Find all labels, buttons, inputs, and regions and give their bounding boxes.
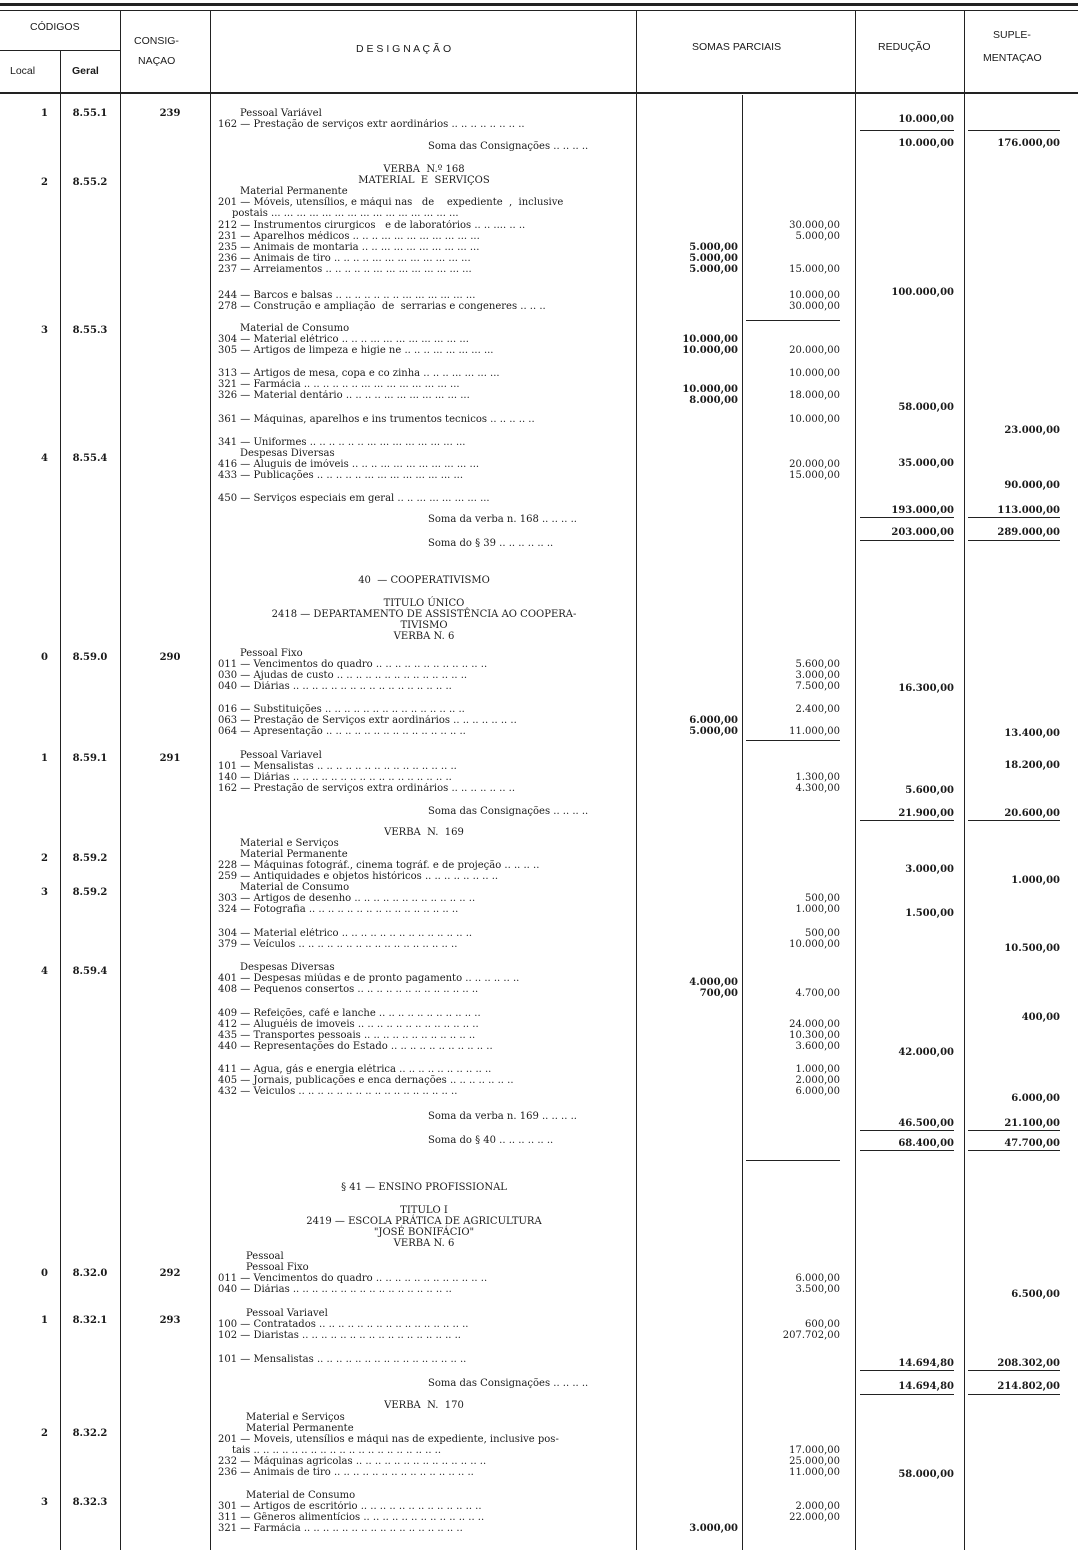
partial-sum-right: 18.000,00 [789,390,840,401]
designation-heading: MATERIAL E SERVIÇOS [358,175,490,186]
partial-sum-right: 2.400,00 [795,704,840,715]
designation-heading: TITULO I [400,1205,448,1216]
designation-line: Material e Serviços [240,838,339,849]
suplementacao-value: 20.600,00 [1004,808,1060,819]
designation-heading: 40 — COOPERATIVISMO [358,575,490,586]
designation-heading: 2419 — ESCOLA PRÁTICA DE AGRICULTURA [306,1216,542,1227]
designation-line: 416 — Aluguis de imóveis .. .. .. ... ... ... ... ... ... ... ... [218,459,480,470]
code-local: 1 [41,108,48,119]
col-rule-somas [855,10,856,1550]
code-local: 4 [41,453,48,464]
designation-line: Material Permanente [240,186,348,197]
designation-line: 237 — Arreiamentos .. .. .. .. .. ... ... ... ... ... ... ... ... [218,264,472,275]
suplementacao-value: 113.000,00 [997,505,1060,516]
partial-sum-right: 5.000,00 [795,231,840,242]
designation-line: Despesas Diversas [240,448,335,459]
partial-sum-right: 4.300,00 [795,783,840,794]
designation-line: Pessoal Variavel [240,750,322,761]
subtotal-rule [746,320,840,321]
reducao-value: 1.500,00 [905,908,954,919]
code-consignacao: 292 [159,1268,181,1279]
partial-sum-right: 15.000,00 [789,264,840,275]
partial-sum-right: 500,00 [805,928,840,939]
designation-line: 304 — Material elétrico .. .. .. ... ... ... ... ... ... ... ... [218,334,469,345]
designation-line: 278 — Construção e ampliação de serrarias e congeneres .. .. .. [218,301,546,312]
partial-sum-left: 8.000,00 [689,395,738,406]
designation-line: 405 — Jornais, publicações e enca dernações .. .. .. .. .. .. .. [218,1075,514,1086]
code-geral: 8.32.3 [72,1497,108,1508]
partial-sum-right: 11.000,00 [789,726,840,737]
designation-line: 236 — Animais de tiro .. .. .. .. .. .. .. .. .. .. .. .. .. .. .. [218,1467,474,1478]
designation-line: Soma do § 39 .. .. .. .. .. .. [428,538,554,549]
designation-line: 102 — Diaristas .. .. .. .. .. .. .. .. .. .. .. .. .. .. .. .. .. [218,1330,461,1341]
header-designacao: D E S I G N A Ç Ã O [356,43,452,55]
partial-sum-left: 5.000,00 [689,726,738,737]
designation-line: Pessoal [246,1251,284,1262]
designation-line: 140 — Diárias .. .. .. .. .. .. .. .. .. .. .. .. .. .. .. .. .. [218,772,452,783]
partial-sum-right: 10.300,00 [789,1030,840,1041]
suplementacao-value: 10.500,00 [1004,943,1060,954]
subtotal-rule [968,130,1060,131]
partial-sum-left: 5.000,00 [689,253,738,264]
partial-sum-left: 6.000,00 [689,715,738,726]
partial-sum-left: 10.000,00 [682,345,738,356]
header-bottom-rule [0,92,1078,94]
subtotal-rule [968,1130,1060,1131]
code-geral: 8.32.0 [72,1268,108,1279]
code-local: 2 [41,853,48,864]
partial-sum-right: 6.000,00 [795,1273,840,1284]
partial-sum-right: 30.000,00 [789,220,840,231]
designation-line: 236 — Animais de tiro .. .. .. .. ... ... ... ... ... ... ... ... [218,253,471,264]
subtotal-rule [860,820,954,821]
partial-sum-left: 10.000,00 [682,384,738,395]
code-local: 4 [41,966,48,977]
suplementacao-value: 13.400,00 [1004,728,1060,739]
designation-line: 341 — Uniformes .. .. .. .. .. .. ... ... ... ... ... ... ... ... [218,437,466,448]
reducao-value: 58.000,00 [898,1469,954,1480]
suplementacao-value: 208.302,00 [997,1358,1060,1369]
suplementacao-value: 1.000,00 [1011,875,1060,886]
designation-heading: VERBA N. 169 [384,827,464,838]
designation-heading: § 41 — ENSINO PROFISSIONAL [341,1182,507,1193]
reducao-value: 68.400,00 [898,1138,954,1149]
header-suplementacao-1: SUPLE- [993,29,1031,41]
header-reducao: REDUÇÃO [878,41,931,53]
subtotal-rule [968,820,1060,821]
designation-line: Material e Serviços [246,1412,345,1423]
subtotal-rule [860,1394,954,1395]
partial-sum-left: 3.000,00 [689,1523,738,1534]
code-geral: 8.32.2 [72,1428,108,1439]
designation-line: 409 — Refeições, café e lanche .. .. .. .. .. .. .. .. .. .. .. [218,1008,481,1019]
designation-line: 016 — Substituições .. .. .. .. .. .. .. .. .. .. .. .. .. .. .. [218,704,465,715]
partial-sum-left: 4.000,00 [689,977,738,988]
designation-line: 064 — Apresentação .. .. .. .. .. .. .. .. .. .. .. .. .. .. .. [218,726,466,737]
reducao-value: 16.300,00 [898,683,954,694]
suplementacao-value: 289.000,00 [997,527,1060,538]
reducao-value: 14.694,80 [898,1358,954,1369]
designation-line: Pessoal Fixo [246,1262,309,1273]
partial-sum-right: 10.000,00 [789,939,840,950]
partial-sum-right: 15.000,00 [789,470,840,481]
code-consignacao: 291 [159,753,181,764]
suplementacao-value: 47.700,00 [1004,1138,1060,1149]
designation-line: 305 — Artigos de limpeza e higie ne .. .. .. ... ... ... ... ... [218,345,494,356]
reducao-value: 21.900,00 [898,808,954,819]
reducao-value: 46.500,00 [898,1118,954,1129]
reducao-value: 5.600,00 [905,785,954,796]
code-local: 1 [41,1315,48,1326]
partial-sum-right: 4.700,00 [795,988,840,999]
designation-line: Material de Consumo [240,323,350,334]
partial-sum-left: 10.000,00 [682,334,738,345]
designation-line: tais .. .. .. .. .. .. .. .. .. .. .. .. .. .. .. .. .. .. .. .. [232,1445,442,1456]
code-local: 3 [41,887,48,898]
designation-line: 379 — Veículos .. .. .. .. .. .. .. .. .. .. .. .. .. .. .. .. .. [218,939,458,950]
designation-line: Material de Consumo [240,882,350,893]
subtotal-rule [968,540,1060,541]
partial-sum-right: 207.702,00 [782,1330,840,1341]
suplementacao-value: 21.100,00 [1004,1118,1060,1129]
designation-line: 231 — Aparelhos médicos .. .. .. ... ... ... ... ... ... ... ... [218,231,480,242]
designation-line: 063 — Prestação de Serviços extr aordinários .. .. .. .. .. .. .. [218,715,517,726]
header-geral: Geral [72,65,99,77]
subtotal-rule [968,1150,1060,1151]
reducao-value: 58.000,00 [898,402,954,413]
code-geral: 8.32.1 [72,1315,108,1326]
reducao-value: 193.000,00 [891,505,954,516]
subtotal-rule [968,1370,1060,1371]
designation-line: postais ... ... ... ... ... ... ... ... ... ... ... ... ... ... ... [232,208,459,219]
header-local: Local [10,65,36,77]
partial-sum-right: 5.600,00 [795,659,840,670]
designation-line: 232 — Máquinas agricolas .. .. .. .. .. .. .. .. .. .. .. .. .. .. [218,1456,487,1467]
designation-line: 361 — Máquinas, aparelhos e ins trumentos tecnicos .. .. .. .. .. [218,414,535,425]
partial-sum-left: 5.000,00 [689,264,738,275]
subtotal-rule [746,740,840,741]
designation-line: Soma das Consignações .. .. .. .. [428,1378,589,1389]
col-rule-geral [120,10,121,1550]
designation-line: 401 — Despesas miúdas e de pronto pagamento .. .. .. .. .. .. [218,973,520,984]
designation-line: 212 — Instrumentos cirurgicos e de laboratórios .. .. .... .. .. [218,220,526,231]
code-local: 3 [41,1497,48,1508]
partial-sum-right: 20.000,00 [789,459,840,470]
subtotal-rule [968,517,1060,518]
designation-line: 433 — Publicações .. .. .. .. .. ... ... ... ... ... ... ... ... [218,470,464,481]
code-geral: 8.59.0 [72,652,108,663]
reducao-value: 100.000,00 [891,287,954,298]
designation-line: 324 — Fotografia .. .. .. .. .. .. .. .. .. .. .. .. .. .. .. .. [218,904,459,915]
designation-line: 040 — Diárias .. .. .. .. .. .. .. .. .. .. .. .. .. .. .. .. .. [218,681,452,692]
designation-line: 313 — Artigos de mesa, copa e co zinha .. .. .. ... ... ... ... [218,368,500,379]
header-somas-parciais: SOMAS PARCIAIS [692,41,782,53]
designation-line: 304 — Material elétrico .. .. .. .. .. .. .. .. .. .. .. .. .. .. [218,928,473,939]
code-consignacao: 290 [159,652,181,663]
subtotal-rule [860,540,954,541]
designation-line: Soma das Consignações .. .. .. .. [428,806,589,817]
partial-sum-right: 25.000,00 [789,1456,840,1467]
designation-line: 301 — Artigos de escritório .. .. .. .. .. .. .. .. .. .. .. .. .. [218,1501,482,1512]
designation-line: 201 — Moveis, utensílios e máqui nas de expediente, inclusive pos- [218,1434,559,1445]
partial-sum-left: 5.000,00 [689,242,738,253]
partial-sum-right: 24.000,00 [789,1019,840,1030]
suplementacao-value: 6.000,00 [1011,1093,1060,1104]
top-rule [0,3,1078,6]
partial-sum-right: 10.000,00 [789,414,840,425]
subtotal-rule [860,517,954,518]
code-local: 2 [41,177,48,188]
reducao-value: 10.000,00 [898,138,954,149]
designation-heading: TIVISMO [400,620,448,631]
top-rule-2 [0,10,1078,11]
header-suplementacao-2: MENTAÇAO [983,52,1042,64]
code-geral: 8.55.3 [72,325,108,336]
designation-line: Soma das Consignações .. .. .. .. [428,141,589,152]
designation-line: 162 — Prestação de serviços extra ordinários .. .. .. .. .. .. .. [218,783,516,794]
designation-line: 411 — Agua, gás e energia elétrica .. .. .. .. .. .. .. .. .. .. [218,1064,492,1075]
partial-sum-right: 10.000,00 [789,290,840,301]
suplementacao-value: 214.802,00 [997,1381,1060,1392]
suplementacao-value: 18.200,00 [1004,760,1060,771]
subtotal-rule [860,1130,954,1131]
partial-sum-right: 10.000,00 [789,368,840,379]
designation-line: 321 — Farmácia .. .. .. .. .. .. ... ... ... ... ... ... ... ... [218,379,460,390]
designation-line: Pessoal Variável [240,108,322,119]
suplementacao-value: 176.000,00 [997,138,1060,149]
partial-sum-right: 17.000,00 [789,1445,840,1456]
designation-line: Pessoal Variavel [246,1308,328,1319]
reducao-value: 14.694,80 [898,1381,954,1392]
partial-sum-right: 600,00 [805,1319,840,1330]
partial-sum-right: 500,00 [805,893,840,904]
code-geral: 8.59.1 [72,753,108,764]
partial-sum-right: 3.000,00 [795,670,840,681]
code-local: 3 [41,325,48,336]
designation-line: 201 — Móveis, utensílios, e máqui nas de expediente , inclusive [218,197,564,208]
designation-line: 450 — Serviços especiais em geral .. .. ... ... ... ... ... ... [218,493,490,504]
designation-heading: TITULO ÚNICO [383,598,465,609]
reducao-value: 203.000,00 [891,527,954,538]
partial-sum-right: 1.000,00 [795,1064,840,1075]
partial-sum-right: 1.000,00 [795,904,840,915]
designation-line: Despesas Diversas [240,962,335,973]
header-consignacao-1: CONSIG- [134,35,179,47]
designation-line: 408 — Pequenos consertos .. .. .. .. .. .. .. .. .. .. .. .. .. [218,984,479,995]
partial-sum-right: 11.000,00 [789,1467,840,1478]
designation-heading: VERBA N. 6 [393,1238,455,1249]
designation-line: 259 — Antiquidades e objetos históricos .. .. .. .. .. .. .. .. [218,871,499,882]
designation-line: 011 — Vencimentos do quadro .. .. .. .. .. .. .. .. .. .. .. .. [218,1273,488,1284]
designation-line: 311 — Gêneros alimentícios .. .. .. .. .. .. .. .. .. .. .. .. .. [218,1512,485,1523]
code-geral: 8.59.2 [72,853,108,864]
partial-sum-right: 2.000,00 [795,1075,840,1086]
subtotal-rule [968,1394,1060,1395]
designation-line: 244 — Barcos e balsas .. .. .. .. .. .. .. ... ... ... ... ... ... [218,290,476,301]
partial-sum-right: 2.000,00 [795,1501,840,1512]
code-local: 2 [41,1428,48,1439]
designation-line: Material Permanente [240,849,348,860]
designation-line: 030 — Ajudas de custo .. .. .. .. .. .. .. .. .. .. .. .. .. .. [218,670,468,681]
designation-line: 040 — Diárias .. .. .. .. .. .. .. .. .. .. .. .. .. .. .. .. .. [218,1284,452,1295]
partial-sum-right: 3.500,00 [795,1284,840,1295]
subtotal-rule [860,1370,954,1371]
designation-line: Pessoal Fixo [240,648,303,659]
code-consignacao: 293 [159,1315,181,1326]
col-rule-reducao [964,10,965,1550]
designation-heading: VERBA N. 170 [384,1400,464,1411]
code-geral: 8.55.1 [72,108,108,119]
code-geral: 8.55.4 [72,453,108,464]
designation-line: Soma da verba n. 168 .. .. .. .. [428,514,577,525]
designation-line: 303 — Artigos de desenho .. .. .. .. .. .. .. .. .. .. .. .. .. [218,893,476,904]
partial-sum-right: 22.000,00 [789,1512,840,1523]
partial-sum-right: 7.500,00 [795,681,840,692]
designation-line: 100 — Contratados .. .. .. .. .. .. .. .. .. .. .. .. .. .. .. .. [218,1319,469,1330]
designation-line: 101 — Mensalistas .. .. .. .. .. .. .. .. .. .. .. .. .. .. .. [218,761,457,772]
col-rule-somas-mid [742,95,743,1550]
designation-line: 440 — Representações do Estado .. .. .. .. .. .. .. .. .. .. .. [218,1041,493,1052]
reducao-value: 10.000,00 [898,114,954,125]
designation-line: Soma da verba n. 169 .. .. .. .. [428,1111,577,1122]
partial-sum-right: 1.300,00 [795,772,840,783]
suplementacao-value: 400,00 [1021,1012,1060,1023]
reducao-value: 3.000,00 [905,864,954,875]
designation-line: 412 — Aluguéis de imoveis .. .. .. .. .. .. .. .. .. .. .. .. .. [218,1019,479,1030]
code-geral: 8.59.4 [72,966,108,977]
designation-heading: 2418 — DEPARTAMENTO DE ASSISTÊNCIA AO COOPERA- [271,609,577,620]
suplementacao-value: 90.000,00 [1004,480,1060,491]
partial-sum-right: 6.000,00 [795,1086,840,1097]
col-rule-consig [210,10,211,1550]
header-consignacao-2: NAÇAO [138,55,176,67]
subtotal-rule [746,1160,840,1161]
designation-line: 432 — Veiculos .. .. .. .. .. .. .. .. .. .. .. .. .. .. .. .. .. [218,1086,458,1097]
col-rule-designacao [636,10,637,1550]
subtotal-rule [860,1150,954,1151]
partial-sum-right: 30.000,00 [789,301,840,312]
suplementacao-value: 6.500,00 [1011,1289,1060,1300]
code-local: 1 [41,753,48,764]
designation-line: 235 — Animais de montaria .. .. ... ... ... ... ... ... ... ... [218,242,480,253]
designation-heading: VERBA N. 6 [393,631,455,642]
designation-line: Material de Consumo [246,1490,356,1501]
designation-line: 435 — Transportes pessoais .. .. .. .. .. .. .. .. .. .. .. .. [218,1030,476,1041]
designation-heading: "JOSÉ BONIFÁCIO" [373,1227,475,1238]
partial-sum-right: 3.600,00 [795,1041,840,1052]
designation-line: 321 — Farmácia .. .. .. .. .. .. .. .. .. .. .. .. .. .. .. .. .. [218,1523,463,1534]
suplementacao-value: 23.000,00 [1004,425,1060,436]
designation-line: 228 — Máquinas fotográf., cinema tográf. e de projeção .. .. .. .. [218,860,540,871]
code-local: 0 [41,652,48,663]
reducao-value: 42.000,00 [898,1047,954,1058]
designation-line: Material Permanente [246,1423,354,1434]
designation-line: 326 — Material dentário .. .. .. .. ... ... ... ... ... ... ... [218,390,470,401]
subtotal-rule [860,130,954,131]
designation-line: 101 — Mensalistas .. .. .. .. .. .. .. .. .. .. .. .. .. .. .. .. [218,1354,467,1365]
partial-sum-left: 700,00 [699,988,738,999]
code-geral: 8.59.2 [72,887,108,898]
partial-sum-right: 20.000,00 [789,345,840,356]
designation-heading: VERBA N.º 168 [383,164,465,175]
designation-line: 162 — Prestação de serviços extr aordinários .. .. .. .. .. .. .. .. [218,119,525,130]
header-codigos: CÓDIGOS [30,21,80,33]
designation-line: Soma do § 40 .. .. .. .. .. .. [428,1135,554,1146]
designation-line: 011 — Vencimentos do quadro .. .. .. .. .. .. .. .. .. .. .. .. [218,659,488,670]
code-geral: 8.55.2 [72,177,108,188]
code-local: 0 [41,1268,48,1279]
code-consignacao: 239 [159,108,181,119]
reducao-value: 35.000,00 [898,458,954,469]
